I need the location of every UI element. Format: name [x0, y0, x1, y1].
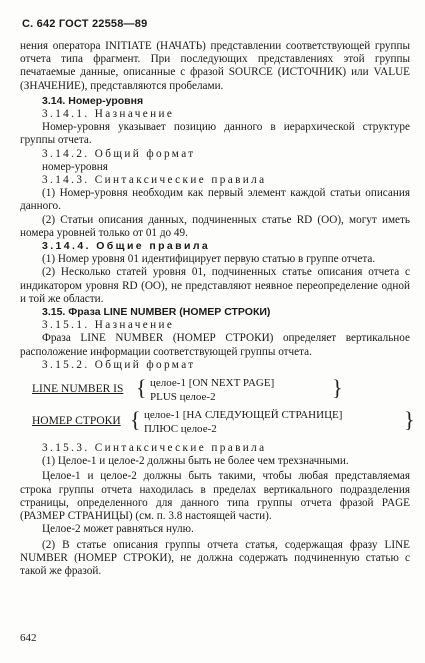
subsection-heading-3-15-1: 3.15.1. Назначение: [42, 319, 175, 332]
format-option-b: ПЛЮС целое-2: [144, 423, 217, 436]
paragraph-3-15-3-3: Целое-2 может равняться нулю.: [42, 523, 194, 536]
page-number: 642: [20, 632, 37, 644]
section-heading-3-14: 3.14. Номер-уровня: [42, 94, 144, 107]
format-option-a: целое-1 [ON NEXT PAGE]: [150, 377, 275, 390]
rule-3-15-3-2: (2) В статье описания группы отчета статья, содержащая фразу LINE NUMBER (НОМЕР СТРОКИ), не должна содержать подчиненную статью с такой же фразой.: [20, 538, 410, 577]
subsection-heading-3-14-2: 3.14.2. Общий формат: [42, 147, 196, 160]
rule-3-15-3-1: (1) Целое-1 и целое-2 должны быть не более чем трехзначными.: [42, 455, 349, 468]
section-heading-3-15: 3.15. Фраза LINE NUMBER (НОМЕР СТРОКИ): [42, 306, 271, 319]
paragraph-continuation: нения оператора INITIATE (НАЧАТЬ) представлении соответствующей группы отчета типа фрагмент. При последующих представлениях этой группы печатаемые данные, описанные с фразой SOURCE (ИСТОЧНИК) или VALUE (ЗНАЧЕНИЕ), представляются пробелами.: [20, 40, 410, 92]
paragraph-3-15-1: Фраза LINE NUMBER (НОМЕР СТРОКИ) определяет вертикальное расположение информации соответствующей группы отчета.: [20, 332, 410, 358]
right-brace-icon: }: [404, 407, 415, 433]
right-brace-icon: }: [332, 375, 343, 401]
format-option-a: целое-1 [НА СЛЕДУЮЩЕЙ СТРАНИЦЕ]: [144, 409, 343, 422]
format-option-b: PLUS целое-2: [150, 391, 216, 404]
paragraph-3-14-1: Номер-уровня указывает позицию данного в иерархической структуре группы отчета.: [20, 121, 410, 147]
left-brace-icon: {: [130, 407, 141, 433]
rule-3-14-4-1: (1) Номер уровня 01 идентифицирует первую статью в группе отчета.: [42, 253, 376, 266]
format-3-14-2: номер-уровня: [42, 160, 108, 173]
format-keyword-line-number: LINE NUMBER IS: [32, 383, 124, 396]
rule-3-14-3-2: (2) Статьи описания данных, подчиненных статье RD (OO), могут иметь номера уровней только от 01 до 49.: [20, 213, 410, 239]
subsection-heading-3-14-4: 3.14.4. Общие правила: [42, 240, 211, 253]
subsection-heading-3-15-2: 3.15.2. Общий формат: [42, 358, 196, 371]
format-nomer-stroki: [32, 407, 415, 438]
paragraph-3-15-3-2: Целое-1 и целое-2 должны быть такими, чтобы любая представляемая строка группы отчета находилась в пределах вертикального подразделения страницы, определенного для данного типа группы отчета фразой PAGE (РАЗМЕР СТРАНИЦЫ) (см. п. 3.8 настоящей части).: [20, 470, 410, 523]
rule-3-14-3-1: (1) Номер-уровня необходим как первый элемент каждой статьи описания данного.: [20, 187, 410, 213]
subsection-heading-3-15-3: 3.15.3. Синтаксические правила: [42, 442, 267, 455]
rule-3-14-4-2: (2) Несколько статей уровня 01, подчиненных статье описания отчета с индикатором уровня RD (OO), не представляют неявное переопределение одной и той же области.: [20, 266, 410, 305]
subsection-heading-3-14-1: 3.14.1. Назначение: [42, 108, 175, 121]
page-body: [20, 40, 415, 578]
page-header: С. 642 ГОСТ 22558—89: [22, 18, 148, 30]
left-brace-icon: {: [136, 375, 147, 401]
format-line-number: [32, 376, 410, 406]
subsection-heading-3-14-3: 3.14.3. Синтаксические правила: [42, 174, 267, 187]
format-keyword-nomer-stroki: НОМЕР СТРОКИ: [32, 415, 121, 428]
